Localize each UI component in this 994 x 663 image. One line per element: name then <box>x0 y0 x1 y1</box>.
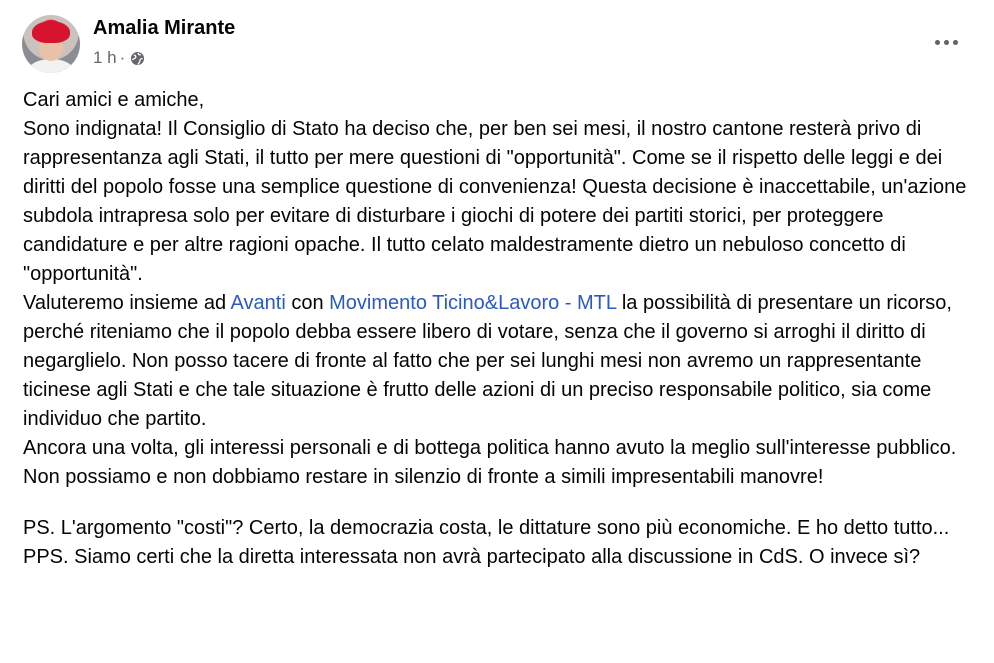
post-ps: PS. L'argomento "costi"? Certo, la democrazia costa, le dittature sono più economiche. E ho detto tutto... <box>23 517 950 539</box>
link-avanti[interactable]: Avanti <box>230 292 286 314</box>
avatar-shoulders <box>28 59 74 73</box>
post-paragraph: Sono indignata! Il Consiglio di Stato ha deciso che, per ben sei mesi, il nostro cantone resterà privo di rappresentanza agli Stati, il tutto per mere questioni di "opportunità". Come se il rispetto delle leggi e dei diritti del popolo fosse una semplice questione di convenienza! Questa decisione è inaccettabile, un'azione subdola intrapresa solo per evitare di disturbare i giochi di potere dei partiti storici, per proteggere candidature e per altre ragioni opache. Il tutto celato maldestramente dietro un nebuloso concetto di "opportunità". <box>23 118 967 285</box>
avatar-hair <box>32 21 70 43</box>
globe-icon[interactable] <box>130 51 145 66</box>
more-options-button[interactable] <box>924 28 968 56</box>
paragraph-gap <box>23 492 973 514</box>
paragraph-text: Valuteremo insieme ad <box>23 292 231 314</box>
post-greeting: Cari amici e amiche, <box>23 89 205 111</box>
more-horizontal-icon-dot <box>944 40 949 45</box>
post-body <box>23 86 973 572</box>
paragraph-text: la possibilità di presentare un ricorso, perché riteniamo che il popolo debba essere libero di votare, senza che il governo si arroghi il diritto di negarglielo. Non posso tacere di fronte al fatto che per sei lunghi mesi non avremo un rappresentante ticinese agli Stati e che tale situazione è frutto delle azioni di un preciso responsabile politico, sia come individuo che partito. <box>23 292 952 430</box>
post-paragraph-with-links <box>23 289 973 434</box>
avatar[interactable] <box>22 15 80 73</box>
link-movimento-ticino-lavoro[interactable]: Movimento Ticino&Lavoro - MTL <box>329 292 617 314</box>
more-horizontal-icon <box>935 40 940 45</box>
post-pps: PPS. Siamo certi che la diretta interessata non avrà partecipato alla discussione in CdS. O invece sì? <box>23 546 921 568</box>
post-paragraph: Ancora una volta, gli interessi personali e di bottega politica hanno avuto la meglio sull'interesse pubblico. Non possiamo e non dobbiamo restare in silenzio di fronte a simili impresentabili manovre! <box>23 437 957 488</box>
paragraph-text: con <box>285 292 330 314</box>
more-horizontal-icon-dot <box>953 40 958 45</box>
author-name[interactable]: Amalia Mirante <box>93 17 236 39</box>
post-timestamp[interactable]: 1 h <box>93 48 117 67</box>
meta-separator: · <box>119 48 126 67</box>
post-meta <box>93 48 145 68</box>
